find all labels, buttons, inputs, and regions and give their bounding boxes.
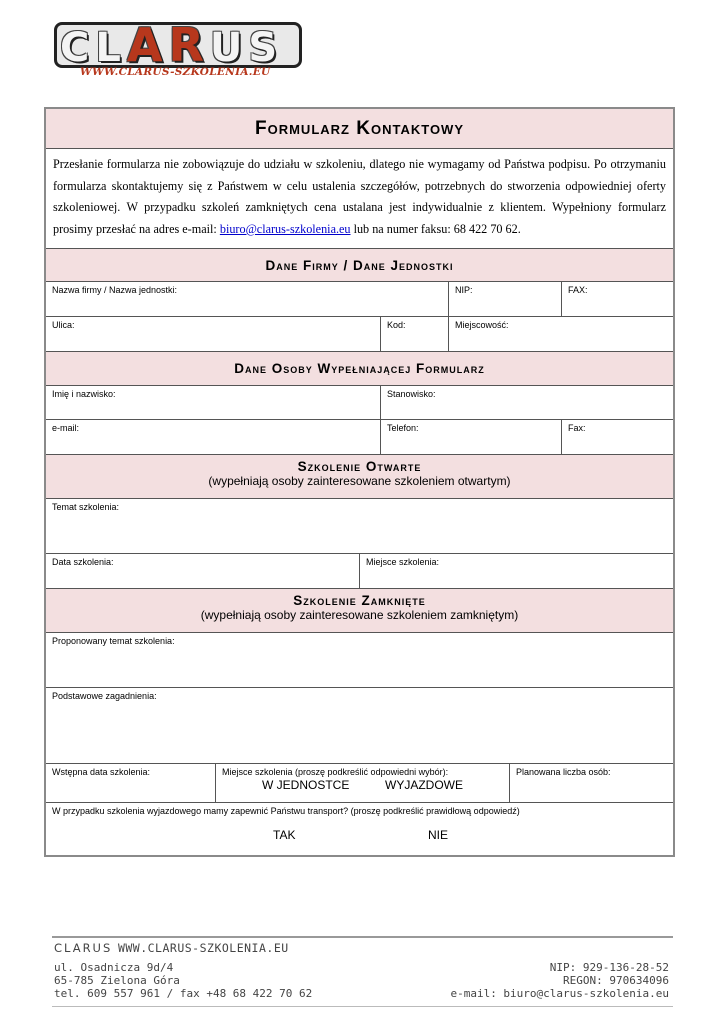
postal-code-field[interactable]: [381, 317, 449, 351]
footer-divider-top: [52, 936, 673, 938]
city-field[interactable]: [449, 317, 673, 351]
footer-nip: NIP: 929-136-28-52: [549, 961, 669, 974]
footer-site: WWW.CLARUS-SZKOLENIA.EU: [117, 941, 289, 955]
logo-letters-accent: AR: [126, 18, 210, 72]
closed-issues-field[interactable]: [46, 688, 673, 763]
open-date-field[interactable]: [46, 554, 360, 588]
full-name-label: Imię i nazwisko:: [52, 389, 116, 399]
open-topic-field[interactable]: [46, 499, 673, 553]
closed-topic-label: Proponowany temat szkolenia:: [52, 636, 175, 646]
closed-place-field: [216, 764, 510, 802]
email-field[interactable]: [46, 420, 381, 454]
open-date-label: Data szkolenia:: [52, 557, 114, 567]
person-fax-field[interactable]: [562, 420, 673, 454]
phone-label: Telefon:: [387, 423, 419, 433]
transport-question: W przypadku szkolenia wyjazdowego mamy zapewnić Państwu transport? (proszę podkreślić prawidłową odpowiedź): [52, 806, 520, 816]
contact-form: [44, 107, 675, 857]
footer-brand: [54, 941, 289, 955]
open-training-topic-row: [46, 499, 673, 554]
company-header: Dane Firmy / Dane Jednostki: [265, 258, 454, 273]
participants-count-field[interactable]: [510, 764, 673, 802]
intro-row: [46, 149, 673, 249]
company-row-2: [46, 317, 673, 352]
footer-city: 65-785 Zielona Góra: [54, 974, 180, 987]
closed-issues-label: Podstawowe zagadnienia:: [52, 691, 157, 701]
transport-yes-option[interactable]: TAK: [273, 828, 296, 842]
person-row-1: [46, 386, 673, 420]
street-label: Ulica:: [52, 320, 75, 330]
city-label: Miejscowość:: [455, 320, 509, 330]
closed-date-field[interactable]: [46, 764, 216, 802]
option-in-house[interactable]: W JEDNOSTCE: [262, 778, 350, 792]
closed-training-header-row: [46, 589, 673, 633]
closed-date-label: Wstępna data szkolenia:: [52, 767, 151, 777]
footer-regon: REGON: 970634096: [563, 974, 669, 987]
open-topic-label: Temat szkolenia:: [52, 502, 120, 512]
street-field[interactable]: [46, 317, 381, 351]
transport-row: [46, 803, 673, 855]
closed-issues-row: [46, 688, 673, 764]
closed-topic-row: [46, 633, 673, 688]
company-name-label: Nazwa firmy / Nazwa jednostki:: [52, 285, 178, 295]
intro-fax: lub na numer faksu: 68 422 70 62.: [350, 221, 521, 236]
closed-training-subtitle: (wypełniają osoby zainteresowane szkoleniem zamkniętym): [200, 608, 519, 622]
email-label: e-mail:: [52, 423, 80, 433]
form-title: Formularz Kontaktowy: [255, 118, 464, 139]
footer-brand-name: CLARUS: [54, 941, 113, 955]
logo-wordmark: [60, 18, 283, 72]
footer-divider-bottom: [52, 1006, 673, 1007]
intro-text: [46, 149, 673, 240]
open-training-header: Szkolenie Otwarte: [297, 459, 422, 474]
open-place-label: Miejsce szkolenia:: [366, 557, 440, 567]
clarus-logo: [54, 18, 300, 78]
nip-label: NIP:: [455, 285, 473, 295]
phone-field[interactable]: [381, 420, 562, 454]
logo-url: WWW.CLARUS-SZKOLENIA.EU: [80, 66, 271, 78]
full-name-field[interactable]: [46, 386, 381, 419]
company-fax-field[interactable]: [562, 282, 673, 316]
transport-no-option[interactable]: NIE: [428, 828, 449, 842]
position-field[interactable]: [381, 386, 673, 419]
closed-details-row: [46, 764, 673, 803]
intro-body: Przesłanie formularza nie zobowiązuje do udziału w szkoleniu, dlatego nie wymagamy od Państwa podpisu. Po otrzymaniu formularza skontaktujemy się z Państwem w celu ustalenia szczegółów, potrzebnych do stworzenia odpowiedniej oferty szkoleniowej. W przypadku szkoleń zamkniętych cena ustalana jest indywidualnie z klientem. Wypełniony formularz prosimy przesłać na adres e-mail:: [53, 157, 666, 236]
intro-email-link[interactable]: biuro@clarus-szkolenia.eu: [219, 221, 351, 236]
closed-place-label: Miejsce szkolenia (proszę podkreślić odpowiedni wybór):: [222, 767, 449, 777]
postal-code-label: Kod:: [387, 320, 406, 330]
logo-letters-before: CL: [60, 25, 127, 71]
open-training-date-row: [46, 554, 673, 589]
footer-street: ul. Osadnicza 9d/4: [54, 961, 174, 974]
closed-training-header: Szkolenie Zamknięte: [293, 593, 426, 608]
person-fax-label: Fax:: [568, 423, 586, 433]
person-header: Dane Osoby Wypełniającej Formularz: [234, 361, 485, 376]
footer-email: e-mail: biuro@clarus-szkolenia.eu: [450, 987, 669, 1000]
person-header-row: [46, 352, 673, 386]
option-away[interactable]: WYJAZDOWE: [385, 778, 463, 792]
open-place-field[interactable]: [360, 554, 673, 588]
logo-letters-after: US: [209, 25, 284, 71]
open-training-header-row: [46, 455, 673, 499]
open-training-subtitle: (wypełniają osoby zainteresowane szkoleniem otwartym): [208, 474, 511, 488]
position-label: Stanowisko:: [387, 389, 436, 399]
company-header-row: [46, 249, 673, 282]
nip-field[interactable]: [449, 282, 562, 316]
footer-phone: tel. 609 557 961 / fax +48 68 422 70 62: [54, 987, 313, 1000]
closed-topic-field[interactable]: [46, 633, 673, 687]
company-name-field[interactable]: [46, 282, 449, 316]
form-title-row: [46, 109, 673, 149]
company-fax-label: FAX:: [568, 285, 588, 295]
participants-count-label: Planowana liczba osób:: [516, 767, 611, 777]
person-row-2: [46, 420, 673, 455]
company-row-1: [46, 282, 673, 317]
